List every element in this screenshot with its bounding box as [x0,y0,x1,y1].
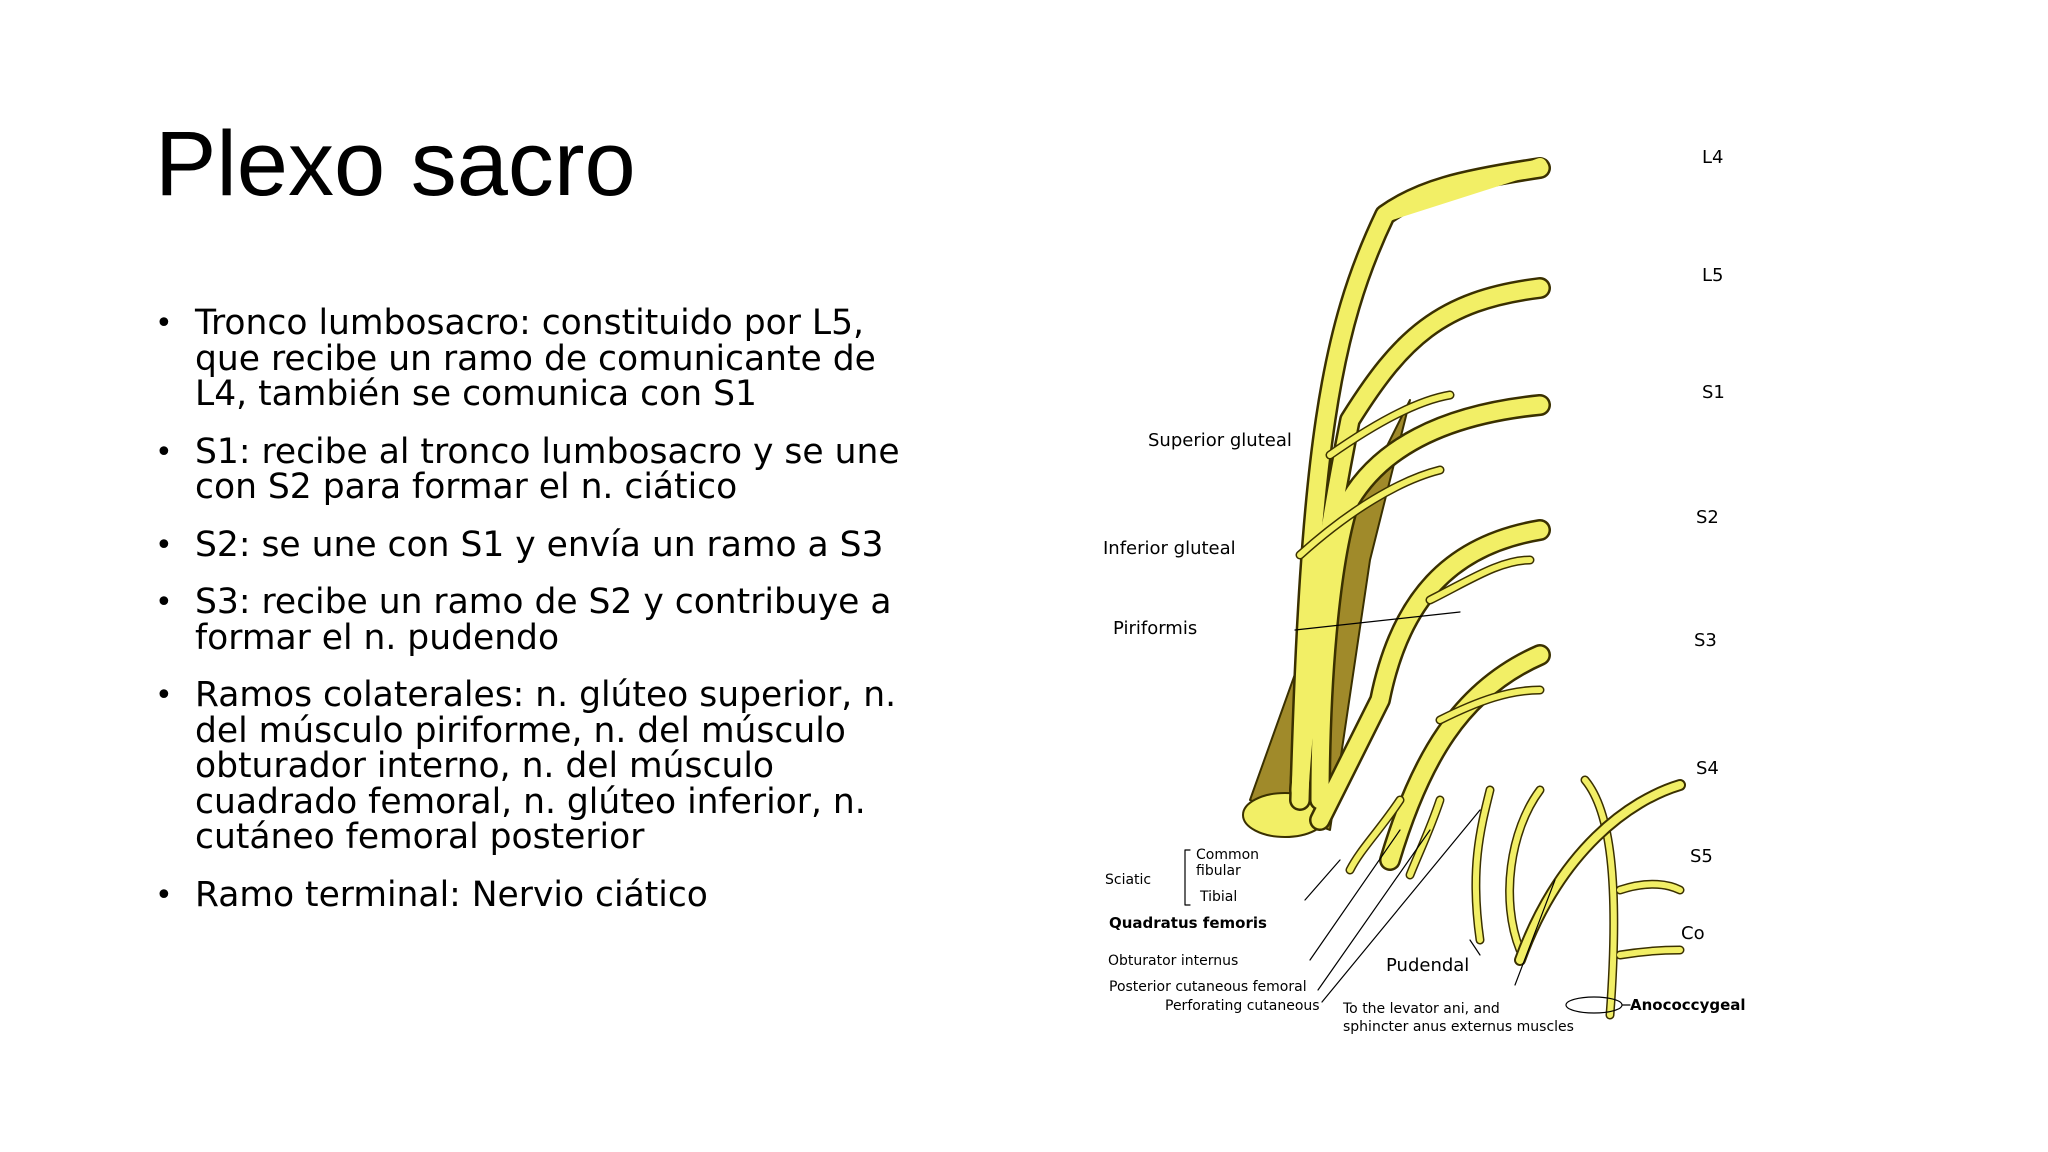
label-posterior-cutaneous-femoral: Posterior cutaneous femoral [1109,979,1307,995]
label-s4: S4 [1696,758,1719,779]
bullet-text: Tronco lumbosacro: constituido por L5, que recibe un ramo de comunicante de L4, también se comunica con S1 [195,303,876,414]
label-s1: S1 [1702,382,1725,403]
label-quadratus-femoris: Quadratus femoris [1109,914,1267,932]
label-s3: S3 [1694,630,1717,651]
label-l4: L4 [1702,147,1724,168]
label-pudendal: Pudendal [1386,955,1470,976]
label-co: Co [1681,923,1705,944]
bullet-dot: • [155,585,173,620]
bullet-dot: • [155,877,173,913]
nerve-drawing [1185,165,1680,1015]
label-obturator-internus: Obturator internus [1108,953,1239,969]
label-perforating-cutaneous: Perforating cutaneous [1165,998,1320,1014]
label-levator-line2: sphincter anus externus muscles [1343,1019,1574,1035]
bullet-text: Ramo terminal: Nervio ciático [195,874,708,915]
bullet-text: S2: se une con S1 y envía un ramo a S3 [195,524,884,565]
label-l5: L5 [1702,265,1724,286]
label-s5: S5 [1690,846,1713,867]
bullet-item [155,675,925,857]
bullet-item [155,874,925,915]
bullet-dot: • [155,434,173,470]
bullet-text: S3: recibe un ramo de S2 y contribuye a formar el n. pudendo [195,582,892,658]
bullet-item [155,431,925,507]
bullet-list [155,303,925,935]
label-fibular: fibular [1196,863,1241,879]
bullet-item [155,524,925,565]
label-anococcygeal: Anococcygeal [1630,996,1746,1014]
slide-title: Plexo sacro [155,113,636,215]
bullet-item [155,303,925,414]
bullet-dot: • [155,306,173,341]
bullet-text: Ramos colaterales: n. glúteo superior, n. del músculo piriforme, n. del músculo obturador interno, n. del músculo cuadrado femoral, n. glúteo inferior, n. cutáneo femoral posterior [195,675,897,857]
sacral-plexus-diagram [1090,140,1750,1040]
label-inferior-gluteal: Inferior gluteal [1103,538,1236,559]
label-tibial: Tibial [1200,889,1238,905]
bullet-text: S1: recibe al tronco lumbosacro y se une con S2 para formar el n. ciático [195,431,900,507]
bullet-item [155,582,925,658]
label-sciatic: Sciatic [1105,872,1152,888]
label-levator-line1: To the levator ani, and [1343,1001,1500,1017]
bullet-dot: • [155,527,173,563]
label-s2: S2 [1696,507,1719,528]
label-piriformis: Piriformis [1113,618,1198,639]
bullet-dot: • [155,678,173,713]
label-common-fibular: Common [1196,847,1260,863]
label-superior-gluteal: Superior gluteal [1148,430,1292,451]
